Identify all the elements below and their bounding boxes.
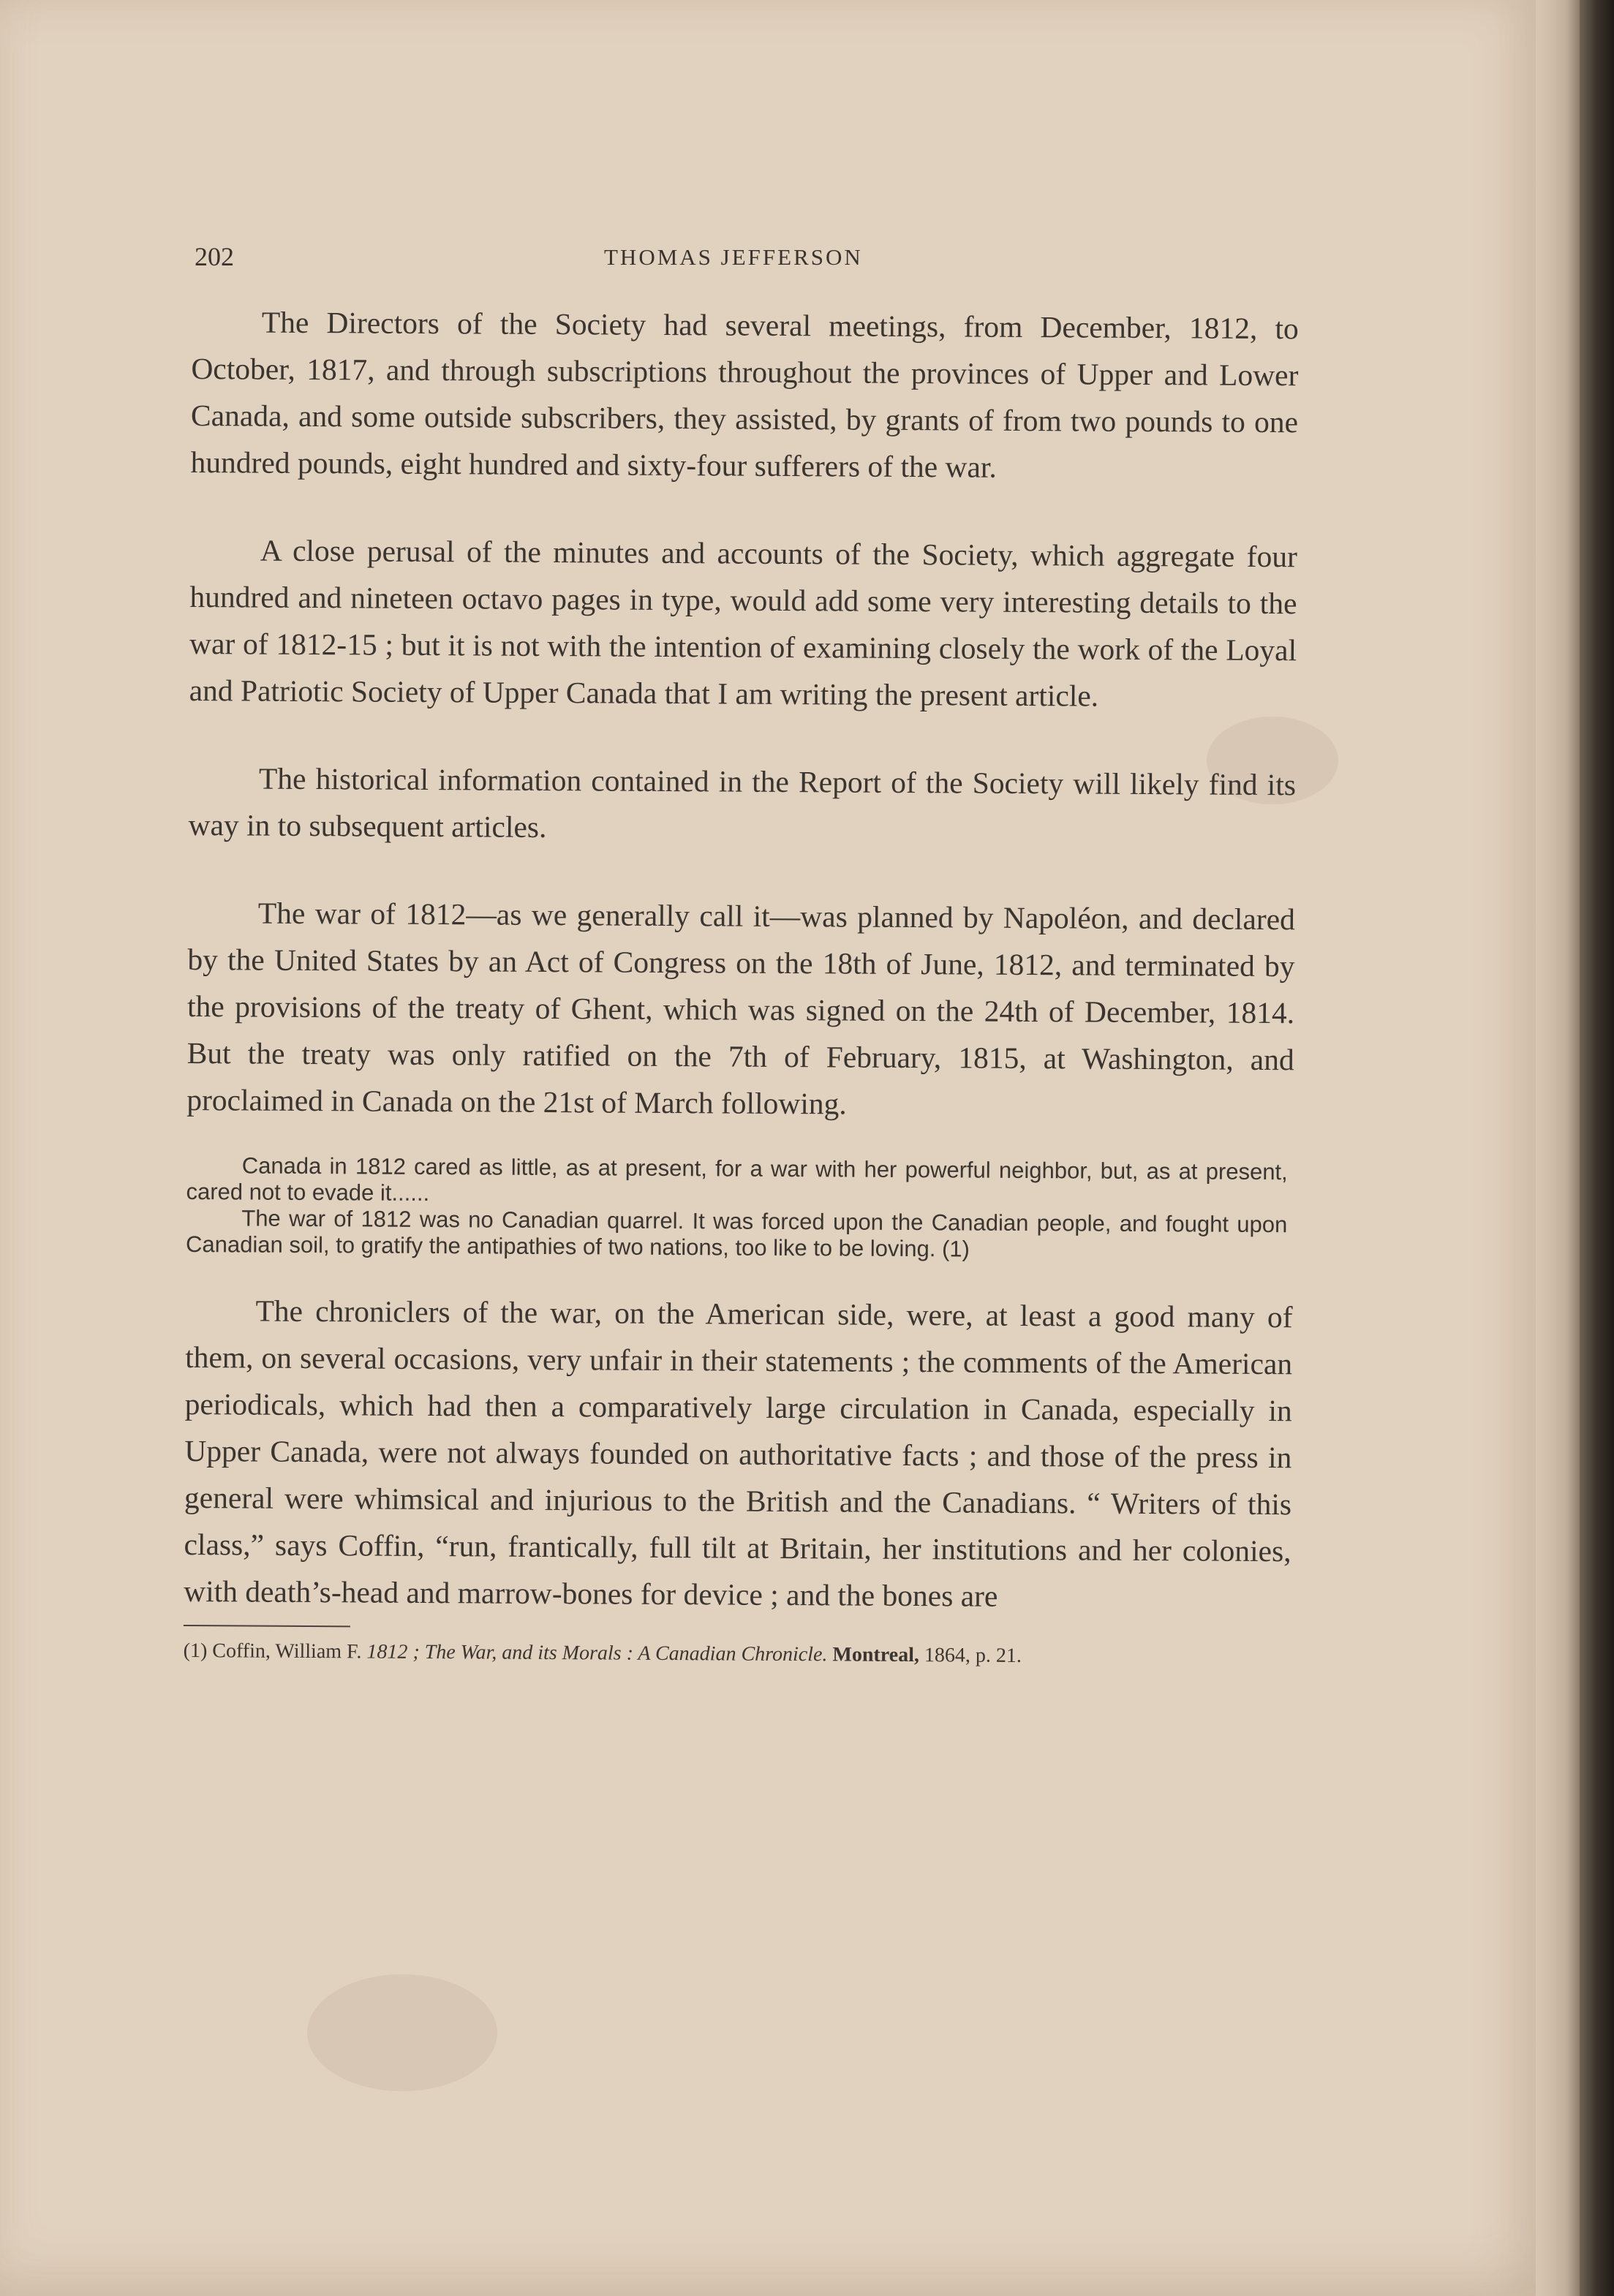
running-head: THOMAS JEFFERSON bbox=[604, 244, 863, 270]
quote-paragraph: Canada in 1812 cared as little, as at present, for a war with her powerful neighbor, but, as at present, cared not to evade it...... bbox=[186, 1152, 1288, 1206]
paragraph: The war of 1812—as we generally call it—was planned by Napoléon, and declared by the United States by an Act of Congress on the 18th of June, 1812, and terminated by the provisions of the treaty of Ghent, which was signed on the 24th of December, 1814. But the treaty was only ratified on the 7th of February, 1815, at Washington, and proclaimed in Canada on the 21st of March following. bbox=[186, 896, 1295, 1121]
paragraph: The chroniclers of the war, on the American side, were, at least a good many of them, on several occasions, very unfair in their statements ; the comments of the American periodicals, which had then a comparatively large circulation in Canada, especially in Upper Canada, were not always founded on authoritative facts ; and those of the press in general were whimsical and injurious to the British and the Canadians. “ Writers of this class,” says Coffin, “run, frantically, full tilt at Britain, her institutions and her colonies, with death’s-head and marrow-bones for device ; and the bones are bbox=[184, 1294, 1293, 1613]
block-quote bbox=[186, 1152, 1288, 1264]
paragraph: The historical information contained in the Report of the Society will likely find its way in to subsequent articles. bbox=[188, 761, 1297, 844]
quote-paragraph: The war of 1812 was no Canadian quarrel. It was forced upon the Canadian people, and fought upon Canadian soil, to gratify the antipathies of two nations, too like to be loving. (1) bbox=[185, 1205, 1288, 1262]
page-number: 202 bbox=[195, 242, 234, 271]
paragraph: A close perusal of the minutes and accounts of the Society, which aggregate four hundred and nineteen octavo pages in type, would add some very interesting details to the war of 1812-15 ; but it is not with the intention of examining closely the work of the Loyal and Patriotic Society of Upper Canada that I am writing the present article. bbox=[189, 533, 1298, 713]
footnote-date: 1864, p. 21. bbox=[924, 1644, 1022, 1667]
footnote-rule bbox=[184, 1625, 350, 1627]
paper-stain bbox=[307, 1974, 497, 2091]
paragraph: The Directors of the Society had several meetings, from December, 1812, to October, 1817, and through subscriptions throughout the provinces of Upper and Lower Canada, and some outside subscribers, they assisted, by grants of from two pounds to one hundred pounds, eight hundred and sixty-four sufferers of the war. bbox=[190, 305, 1299, 484]
footnote bbox=[184, 1639, 1291, 1669]
binding-shadow bbox=[1580, 0, 1614, 2296]
footnote-marker: (1) bbox=[183, 1639, 208, 1663]
footnote-author: Coffin, William F. bbox=[212, 1639, 362, 1664]
page-body bbox=[184, 298, 1299, 1669]
footnote-title: 1812 ; The War, and its Morals : A Canadian Chronicle. bbox=[366, 1640, 828, 1666]
page-edge bbox=[1536, 0, 1580, 2296]
footnote-place: Montreal, bbox=[832, 1643, 919, 1667]
page-header bbox=[195, 235, 1299, 279]
